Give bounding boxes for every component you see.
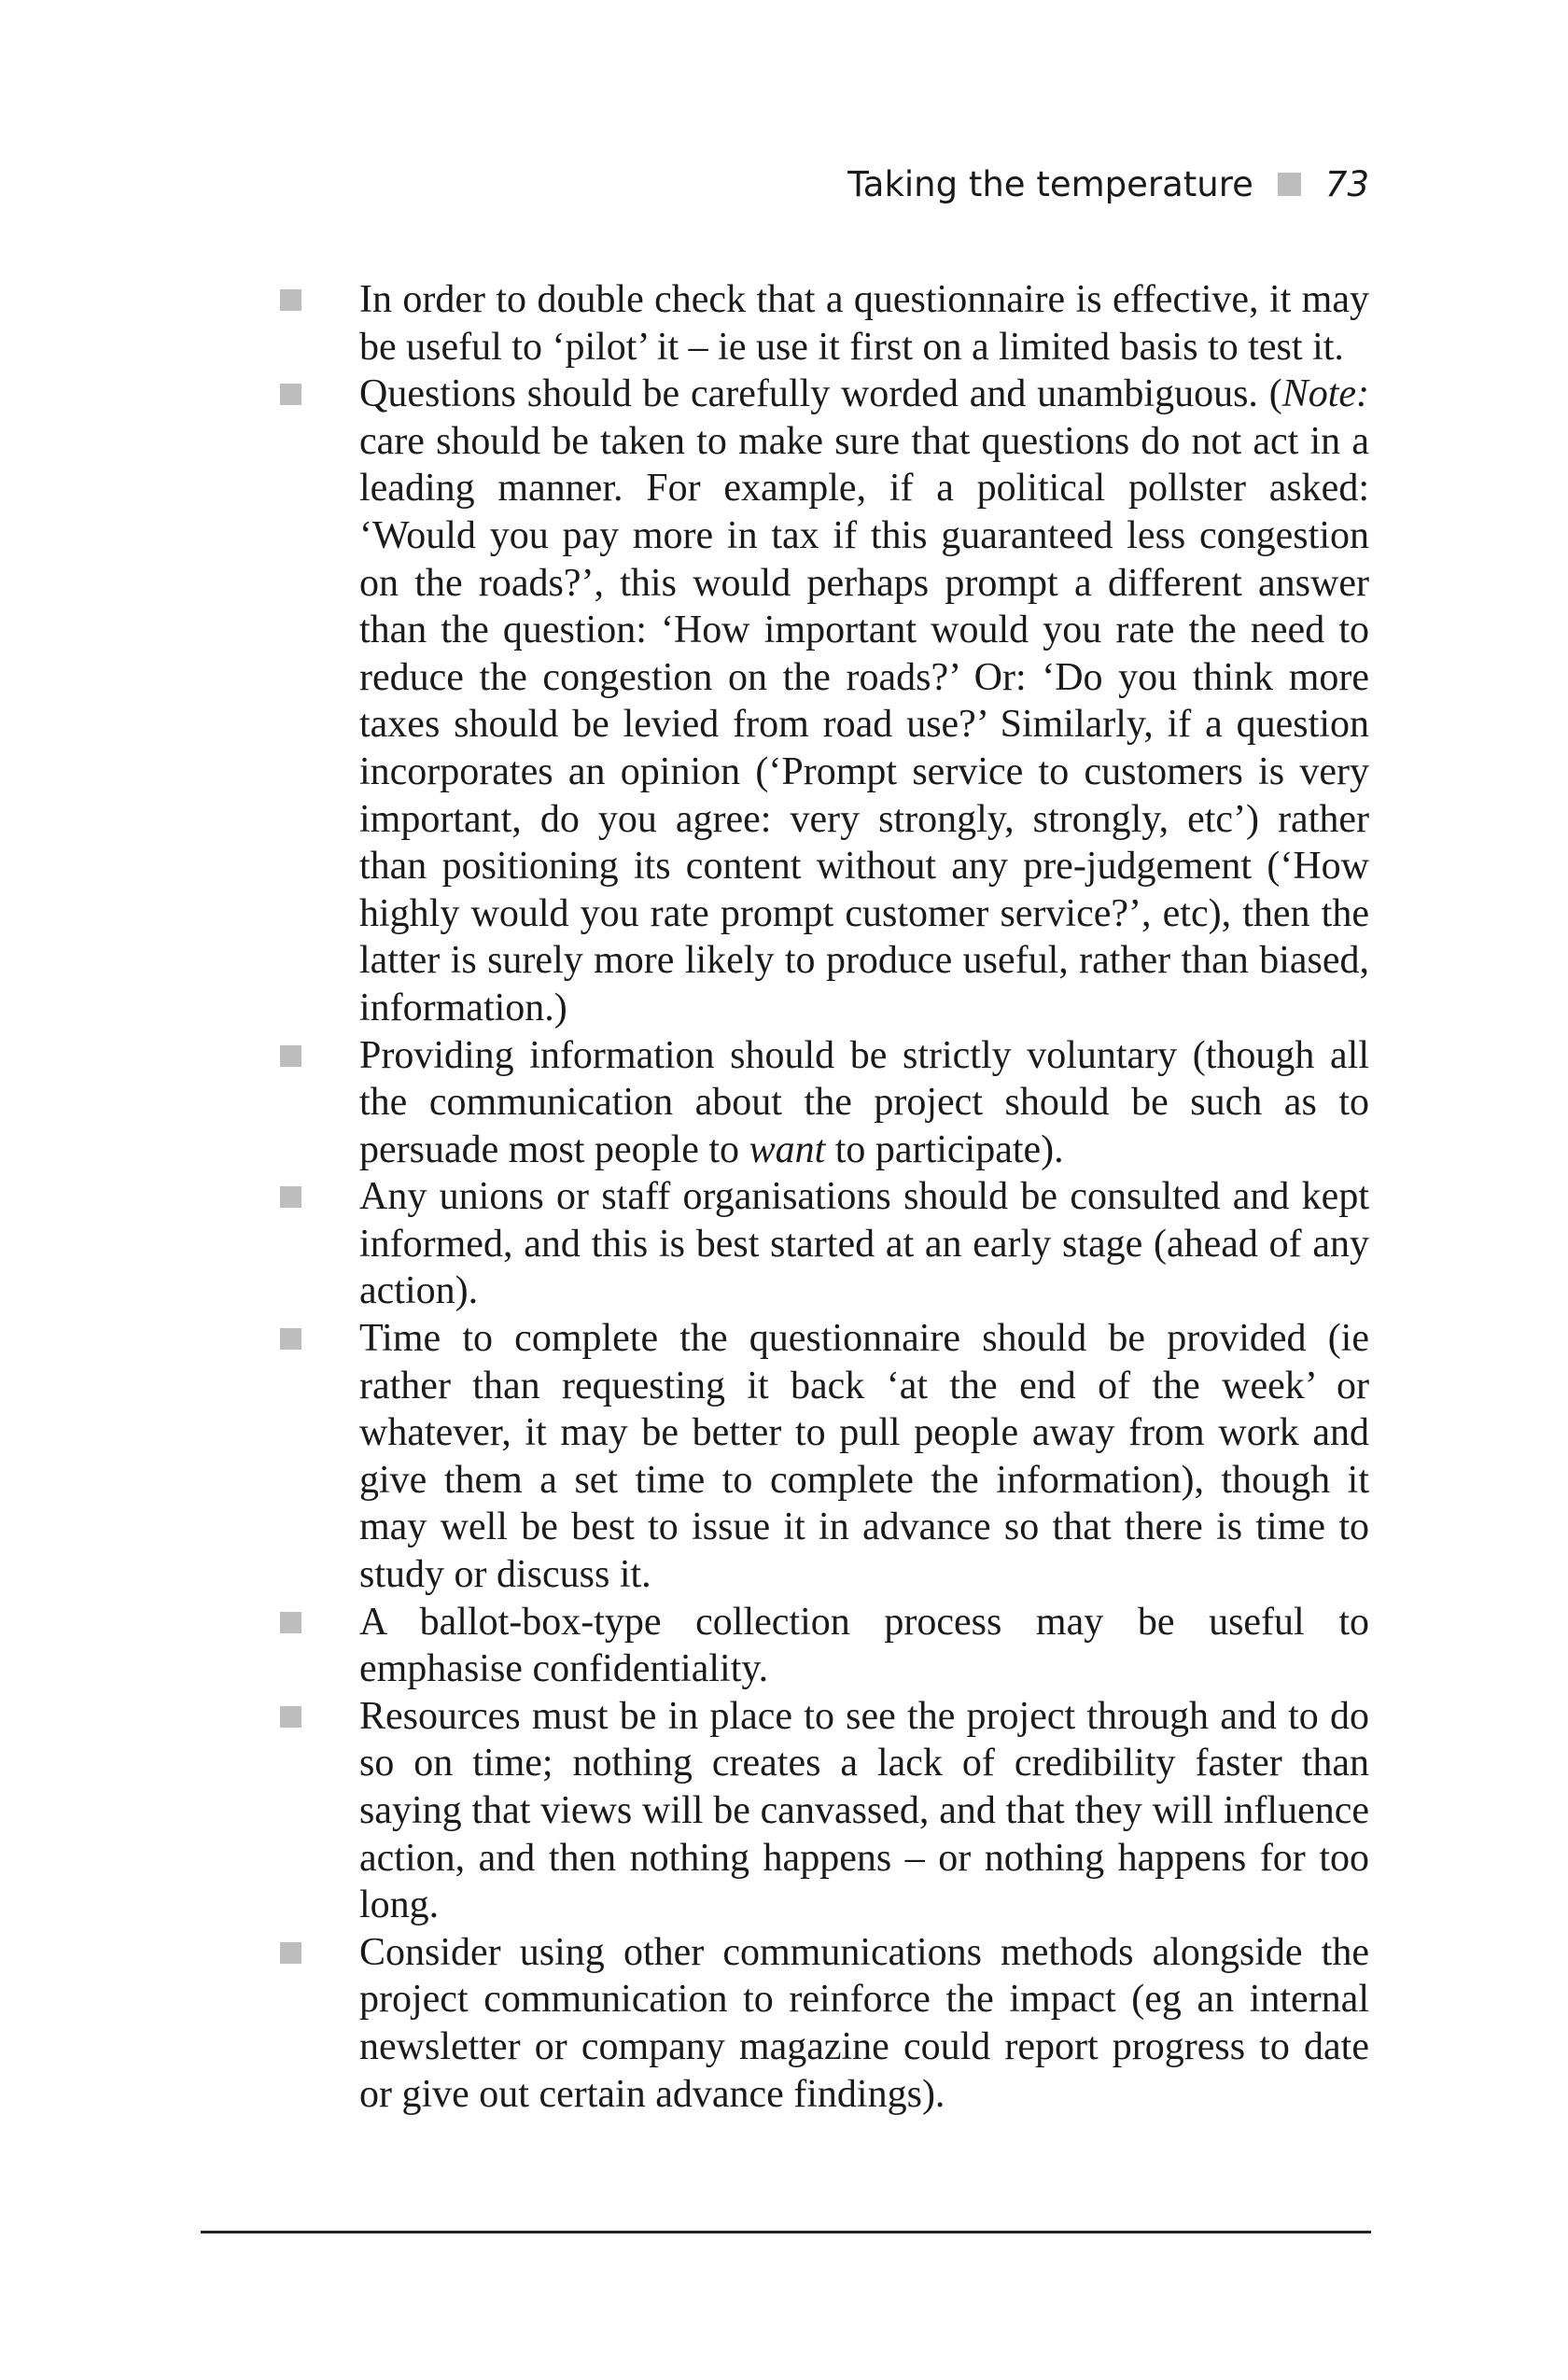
- list-item-text: to participate).: [825, 1127, 1064, 1171]
- list-item-text: A ballot-box-type collection process may be useful to emphasise confidentiality.: [359, 1600, 1369, 1691]
- list-item: [280, 1173, 1369, 1315]
- bullet-list: [280, 276, 1369, 2118]
- footer-rule: [201, 2231, 1371, 2233]
- running-title: Taking the temperature: [847, 164, 1253, 204]
- list-item-text: Time to complete the questionnaire should be provided (ie rather than requesting it back ‘at the end of the week’ or whatever, it may be better to pull people away from work and give them a set time to complete the information), though it may well be best to issue it in advance so that there is time to study or discuss it.: [359, 1317, 1369, 1597]
- bullet-square-icon: [280, 1045, 301, 1067]
- emphasis-word: want: [749, 1127, 826, 1171]
- list-item-text: care should be taken to make sure that questions do not act in a leading manner. For example, if a political pollster asked: ‘Would you pay more in tax if this guaranteed less congestion on the roads?’, this would perhaps prompt a different answer than the question: ‘How important would you rate the need to reduce the congestion on the roads?’ Or: ‘Do you think more taxes should be levied from road use?’ Similarly, if a question incorporates an opinion (‘Prompt service to customers is very important, do you agree: very strongly, strongly, etc’) rather than positioning its content without any pre-judgement (‘How highly would you rate prompt customer service?’, etc), then the latter is surely more likely to produce useful, rather than biased, information.): [359, 419, 1369, 1029]
- list-item: [280, 1929, 1369, 2118]
- page-body: [280, 276, 1369, 2118]
- page-number: 73: [1324, 164, 1369, 204]
- list-item: [280, 276, 1369, 371]
- note-label: Note:: [1281, 372, 1369, 416]
- bullet-square-icon: [280, 289, 301, 311]
- list-item-text: Resources must be in place to see the project through and to do so on time; nothing creates a lack of credibility faster than saying that views will be canvassed, and that they will influence action, and then nothing happens – or nothing happens for too long.: [359, 1694, 1369, 1927]
- running-header: [847, 164, 1369, 204]
- list-item: [280, 1315, 1369, 1599]
- list-item-text: Questions should be carefully worded and unambiguous. (: [359, 372, 1282, 416]
- list-item: [280, 1032, 1369, 1174]
- bullet-square-icon: [280, 1612, 301, 1633]
- list-item: [280, 1599, 1369, 1693]
- bullet-square-icon: [280, 1706, 301, 1728]
- bullet-square-icon: [280, 1186, 301, 1208]
- bullet-square-icon: [280, 1942, 301, 1964]
- list-item-text: Any unions or staff organisations should be consulted and kept informed, and this is best started at an early stage (ahead of any action).: [359, 1175, 1369, 1313]
- list-item-text: Consider using other communications methods alongside the project communication to reinforce the impact (eg an internal newsletter or company magazine could report progress to date or give out certain advance findings).: [359, 1930, 1369, 2116]
- list-item-text: Providing information should be strictly voluntary (though all the communication about the project should be such as to persuade most people to: [359, 1033, 1369, 1171]
- list-item-text: In order to double check that a questionnaire is effective, it may be useful to ‘pilot’ it – ie use it first on a limited basis to test it.: [359, 278, 1369, 369]
- bullet-square-icon: [280, 1328, 301, 1350]
- header-square-icon: [1278, 173, 1301, 196]
- list-item: [280, 371, 1369, 1031]
- list-item: [280, 1693, 1369, 1929]
- bullet-square-icon: [280, 384, 301, 405]
